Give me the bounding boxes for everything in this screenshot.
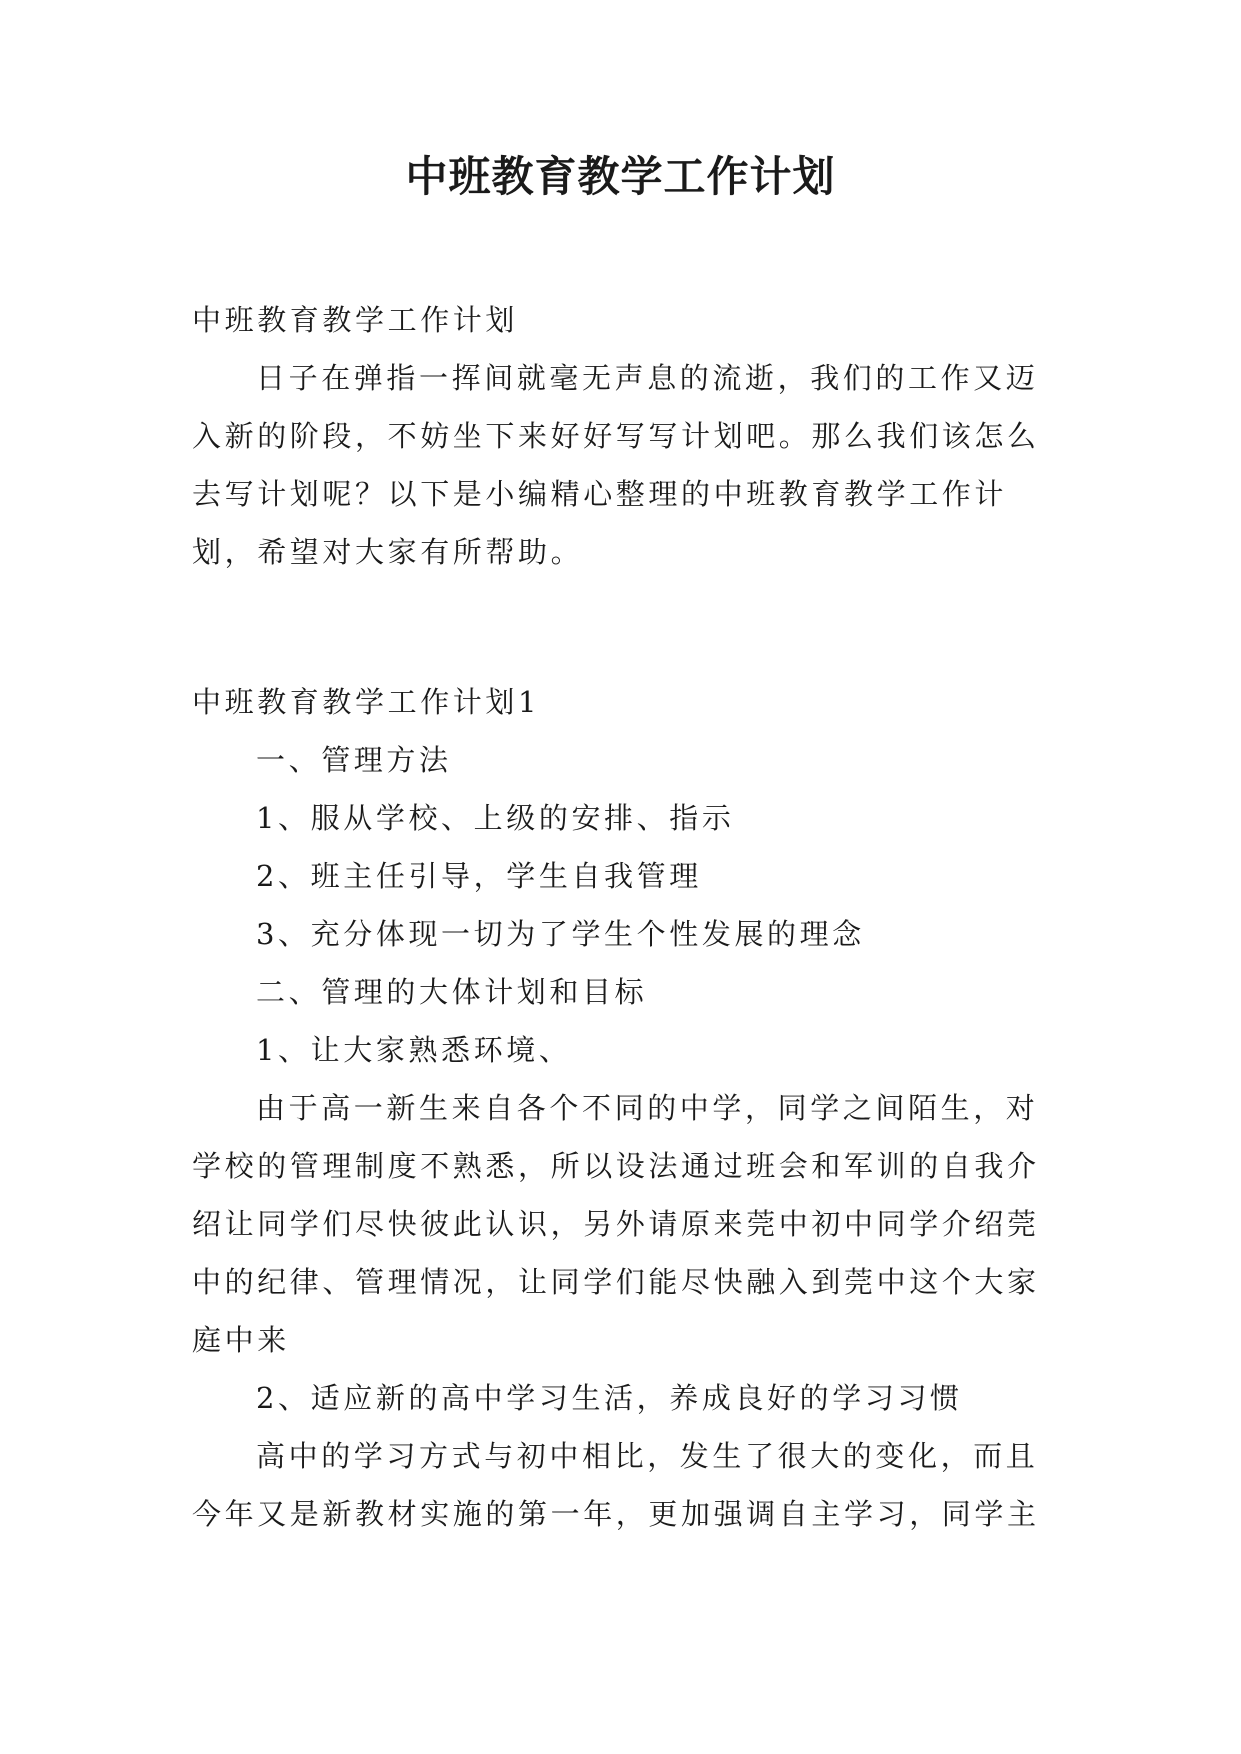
document-title: 中班教育教学工作计划	[405, 152, 836, 201]
subheading-management-method: 一、管理方法	[256, 743, 452, 777]
body-paragraph: 由于高一新生来自各个不同的中学，同学之间陌生，对学校的管理制度不熟悉，所以设法通过班会和军训的自我介绍让同学们尽快彼此认识，另外请原来莞中初中同学介绍莞中的纪律、管理情况，让同学们能尽快融入到莞中这个大家庭中来	[192, 1091, 1040, 1357]
list-item: 1、服从学校、上级的安排、指示	[256, 801, 735, 835]
list-item: 2、适应新的高中学习生活，养成良好的学习习惯	[256, 1381, 963, 1415]
document-body	[192, 291, 1054, 1543]
intro-paragraph: 日子在弹指一挥间就毫无声息的流逝，我们的工作又迈入新的阶段，不妨坐下来好好写写计划吧。那么我们该怎么去写计划呢？以下是小编精心整理的中班教育教学工作计划，希望对大家有所帮助。	[192, 361, 1040, 569]
body-paragraph: 高中的学习方式与初中相比，发生了很大的变化，而且今年又是新教材实施的第一年，更加强调自主学习，同学主	[192, 1439, 1040, 1531]
section-heading: 中班教育教学工作计划1	[192, 685, 541, 719]
subheading-plan-goals: 二、管理的大体计划和目标	[256, 975, 648, 1009]
list-item: 1、让大家熟悉环境、	[256, 1033, 572, 1067]
list-item: 2、班主任引导，学生自我管理	[256, 859, 702, 893]
section-spacer	[192, 581, 1054, 673]
intro-heading: 中班教育教学工作计划	[192, 303, 519, 337]
list-item: 3、充分体现一切为了学生个性发展的理念	[256, 917, 865, 951]
